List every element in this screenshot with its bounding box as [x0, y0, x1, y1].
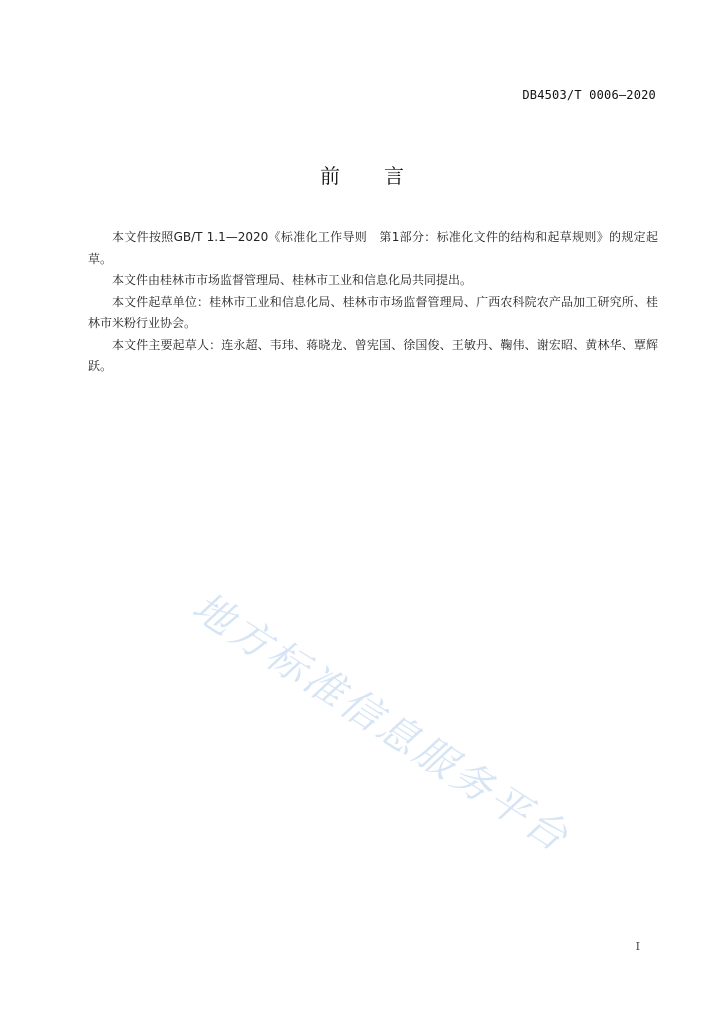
paragraph-drafting-units: 本文件起草单位：桂林市工业和信息化局、桂林市市场监督管理局、广西农科院农产品加工研究所、桂林市米粉行业协会。: [88, 294, 658, 330]
page-title: 前言: [320, 164, 448, 188]
paragraph-drafting-rules: 本文件按照GB/T 1.1—2020《标准化工作导则 第1部分：标准化文件的结构和起草规则》的规定起草。: [88, 230, 658, 266]
foreword-content: [88, 227, 658, 378]
page-number: I: [635, 940, 640, 953]
watermark: 地方标准信息服务平台: [184, 583, 579, 863]
paragraph-proposer: 本文件由桂林市市场监督管理局、桂林市工业和信息化局共同提出。: [112, 273, 473, 287]
paragraph-drafters: 本文件主要起草人：连永超、韦玮、蒋晓龙、曾宪国、徐国俊、王敏丹、鞠伟、谢宏昭、黄林华、覃辉跃。: [88, 337, 658, 373]
document-code: DB4503/T 0006—2020: [522, 88, 656, 102]
